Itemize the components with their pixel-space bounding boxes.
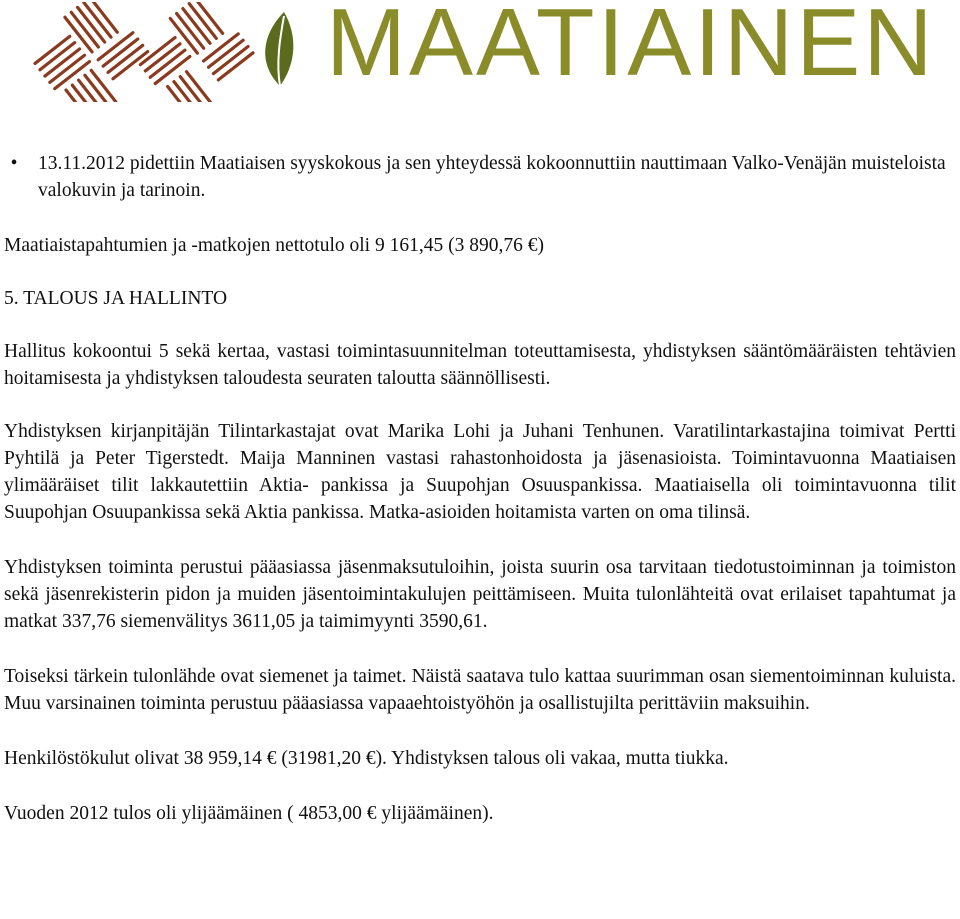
document-body [4, 150, 956, 827]
paragraph-staff-costs: Henkilöstökulut olivat 38 959,14 € (31981,20 €). Yhdistyksen talous oli vakaa, mutta tiukka. [4, 748, 729, 769]
bullet-item [4, 150, 956, 204]
section-heading: 5. TALOUS JA HALLINTO [4, 288, 228, 309]
paragraph-result: Vuoden 2012 tulos oli ylijäämäinen ( 4853,00 € ylijäämäinen). [4, 803, 494, 824]
logo-wordmark: MAATIAINEN [326, 0, 936, 96]
bullet-text: 13.11.2012 pidettiin Maatiaisen syyskokous ja sen yhteydessä kokoonnuttiin nauttimaan Valko-Venäjän muisteloista valokuvin ja tarinoin. [38, 153, 946, 201]
paragraph-board: Hallitus kokoontui 5 sekä kertaa, vastasi toimintasuunnitelman toteuttamisesta, yhdistyksen sääntömääräisten tehtävien hoitamisesta ja yhdistyksen taloudesta seuraten taloutta säännöllisesti. [4, 341, 956, 389]
income-line: Maatiaistapahtumien ja -matkojen nettotulo oli 9 161,45 (3 890,76 €) [4, 235, 544, 256]
woven-field-logo-icon [18, 2, 318, 102]
maatiainen-logo [0, 0, 960, 110]
paragraph-funding: Yhdistyksen toiminta perustui pääasiassa jäsenmaksutuloihin, joista suurin osa tarvitaan tiedotustoiminnan ja toimiston sekä jäsenrekisterin pidon ja muiden jäsentoimintakulujen peittämiseen. Muita tulonlähteitä ovat erilaiset tapahtumat ja matkat 337,76 siemenvälitys 3611,05 ja taimimyynti 3590,61. [4, 557, 956, 632]
paragraph-seeds: Toiseksi tärkein tulonlähde ovat siemenet ja taimet. Näistä saatava tulo kattaa suurimman osan siementoiminnan kuluista. Muu varsinainen toiminta perustuu pääasiassa vapaaehtoistyöhön ja osallistujilta perittäviin maksuihin. [4, 666, 956, 714]
paragraph-auditors: Yhdistyksen kirjanpitäjän Tilintarkastajat ovat Marika Lohi ja Juhani Tenhunen. Varatilintarkastajina toimivat Pertti Pyhtilä ja Peter Tigerstedt. Maija Manninen vastasi rahastonhoidosta ja jäsenasioista. Toimintavuonna Maatiaisen ylimääräiset tilit lakkautettiin Aktia- pankissa ja Suupohjan Osuuspankissa. Maatiaisella oli toimintavuonna tilit Suupohjan Osuupankissa sekä Aktia pankissa. Matka-asioiden hoitamista varten on oma tilinsä. [4, 421, 956, 523]
bullet-icon: • [10, 153, 18, 174]
